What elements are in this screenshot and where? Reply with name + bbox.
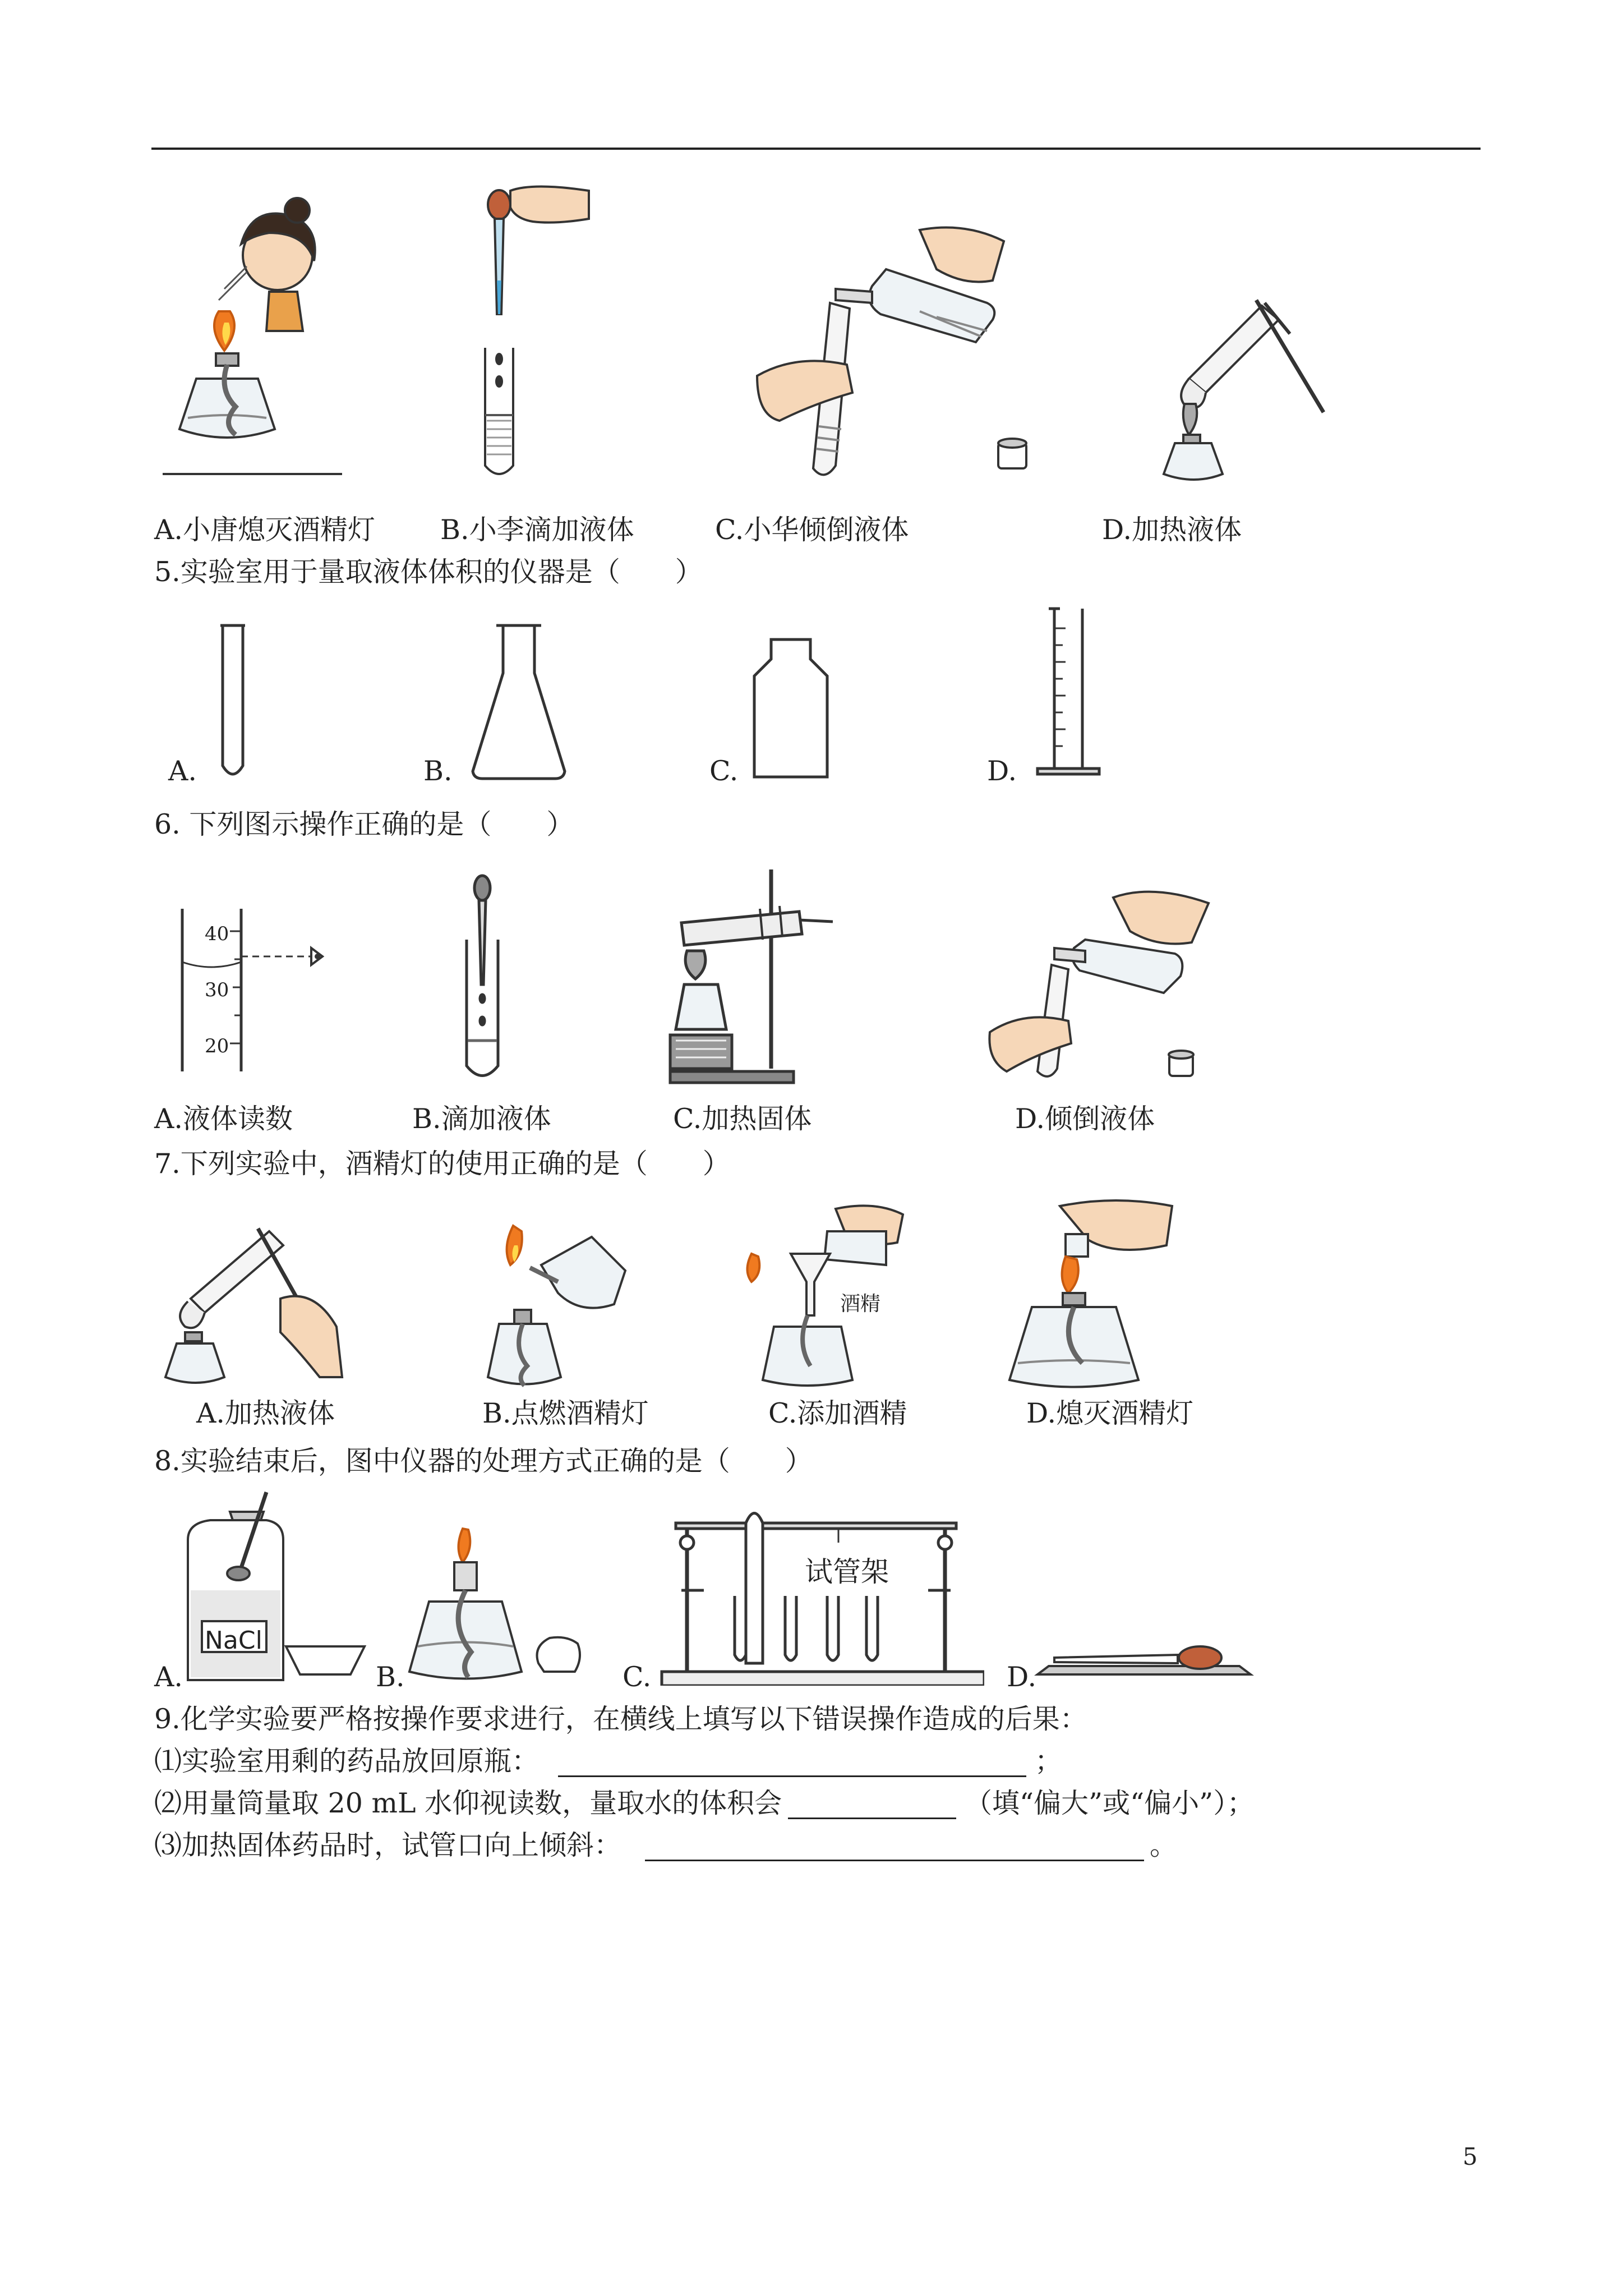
page-number: 5	[1463, 2143, 1478, 2170]
figure-7a-heating-liquid	[157, 1220, 351, 1388]
figure-4a-blowing-out-lamp	[157, 194, 348, 480]
option-6c: C.加热固体	[673, 1103, 812, 1135]
figure-7d-extinguishing-lamp	[1004, 1195, 1178, 1391]
q9-sub3-prefix: ⑶加热固体药品时，试管口向上倾斜：	[154, 1829, 622, 1861]
figure-7b-lighting-lamp	[479, 1220, 648, 1391]
rack-label: 试管架	[805, 1556, 889, 1588]
figure-5c-reagent-bottle	[751, 637, 830, 780]
tick-40: 40	[205, 923, 229, 945]
figure-8b-alcohol-lamp	[398, 1523, 600, 1686]
question-5-stem: 5.实验室用于量取液体体积的仪器是（ ）	[154, 556, 703, 588]
option-4c: C.小华倾倒液体	[715, 514, 909, 546]
q9-sub2-blank[interactable]	[788, 1818, 956, 1819]
option-5b: B.	[423, 755, 453, 787]
tick-20: 20	[205, 1035, 229, 1057]
figure-6d-pouring-liquid	[984, 881, 1220, 1085]
option-5a: A.	[168, 755, 197, 787]
figure-5b-conical-flask	[468, 623, 569, 783]
option-7a: A.加热液体	[196, 1397, 335, 1429]
figure-5d-graduated-cylinder	[1035, 606, 1102, 780]
figure-8c-test-tube-rack	[659, 1512, 984, 1686]
figure-4d-heating-liquid	[1150, 295, 1335, 485]
figure-6c-heating-solid	[665, 867, 850, 1085]
figure-4b-dropping-liquid	[477, 180, 606, 482]
question-9-stem: 9.化学实验要严格按操作要求进行，在横线上填写以下错误操作造成的后果：	[154, 1703, 1087, 1735]
question-6-stem: 6. 下列图示操作正确的是（ ）	[154, 808, 574, 840]
header-rule	[151, 148, 1481, 150]
figure-6b-dropper-in-tube	[460, 872, 505, 1083]
question-8-stem: 8.实验结束后，图中仪器的处理方式正确的是（ ）	[154, 1445, 813, 1477]
q9-sub3-suffix: 。	[1150, 1829, 1178, 1861]
option-4d: D.加热液体	[1102, 514, 1242, 546]
option-6b: B.滴加液体	[412, 1103, 551, 1135]
figure-8d-dropper-on-table	[1032, 1635, 1256, 1680]
q9-sub2-suffix: （填“偏大”或“偏小”）；	[965, 1787, 1255, 1819]
option-8c: C.	[623, 1661, 652, 1693]
bottle-label-alcohol: 酒精	[840, 1292, 881, 1315]
tick-30: 30	[205, 979, 229, 1001]
q9-sub1-blank[interactable]	[558, 1775, 1026, 1777]
option-7c: C.添加酒精	[768, 1397, 907, 1429]
option-8d: D.	[1007, 1661, 1037, 1693]
figure-7c-adding-alcohol	[740, 1198, 909, 1391]
question-7-stem: 7.下列实验中，酒精灯的使用正确的是（ ）	[154, 1148, 730, 1180]
option-8a: A.	[154, 1661, 183, 1693]
option-8b: B.	[376, 1661, 405, 1693]
figure-6a-reading-cylinder	[168, 906, 336, 1074]
q9-sub2-prefix: ⑵用量筒量取 20 mL 水仰视读数，量取水的体积会	[154, 1787, 782, 1819]
option-4a: A.小唐熄灭酒精灯	[154, 514, 375, 546]
option-5d: D.	[987, 755, 1017, 787]
option-4b: B.小李滴加液体	[440, 514, 634, 546]
nacl-label: NaCl	[205, 1626, 262, 1655]
option-6d: D.倾倒液体	[1015, 1103, 1155, 1135]
figure-4c-pouring-liquid	[751, 219, 1054, 488]
q9-sub3-blank[interactable]	[645, 1860, 1144, 1861]
option-7b: B.点燃酒精灯	[482, 1397, 649, 1429]
q9-sub1-prefix: ⑴实验室用剩的药品放回原瓶：	[154, 1745, 540, 1777]
option-5c: C.	[709, 755, 739, 787]
option-7d: D.熄灭酒精灯	[1026, 1397, 1194, 1429]
q9-sub1-suffix: ；	[1035, 1745, 1063, 1777]
option-6a: A.液体读数	[154, 1103, 293, 1135]
figure-5a-test-tube	[216, 623, 250, 783]
